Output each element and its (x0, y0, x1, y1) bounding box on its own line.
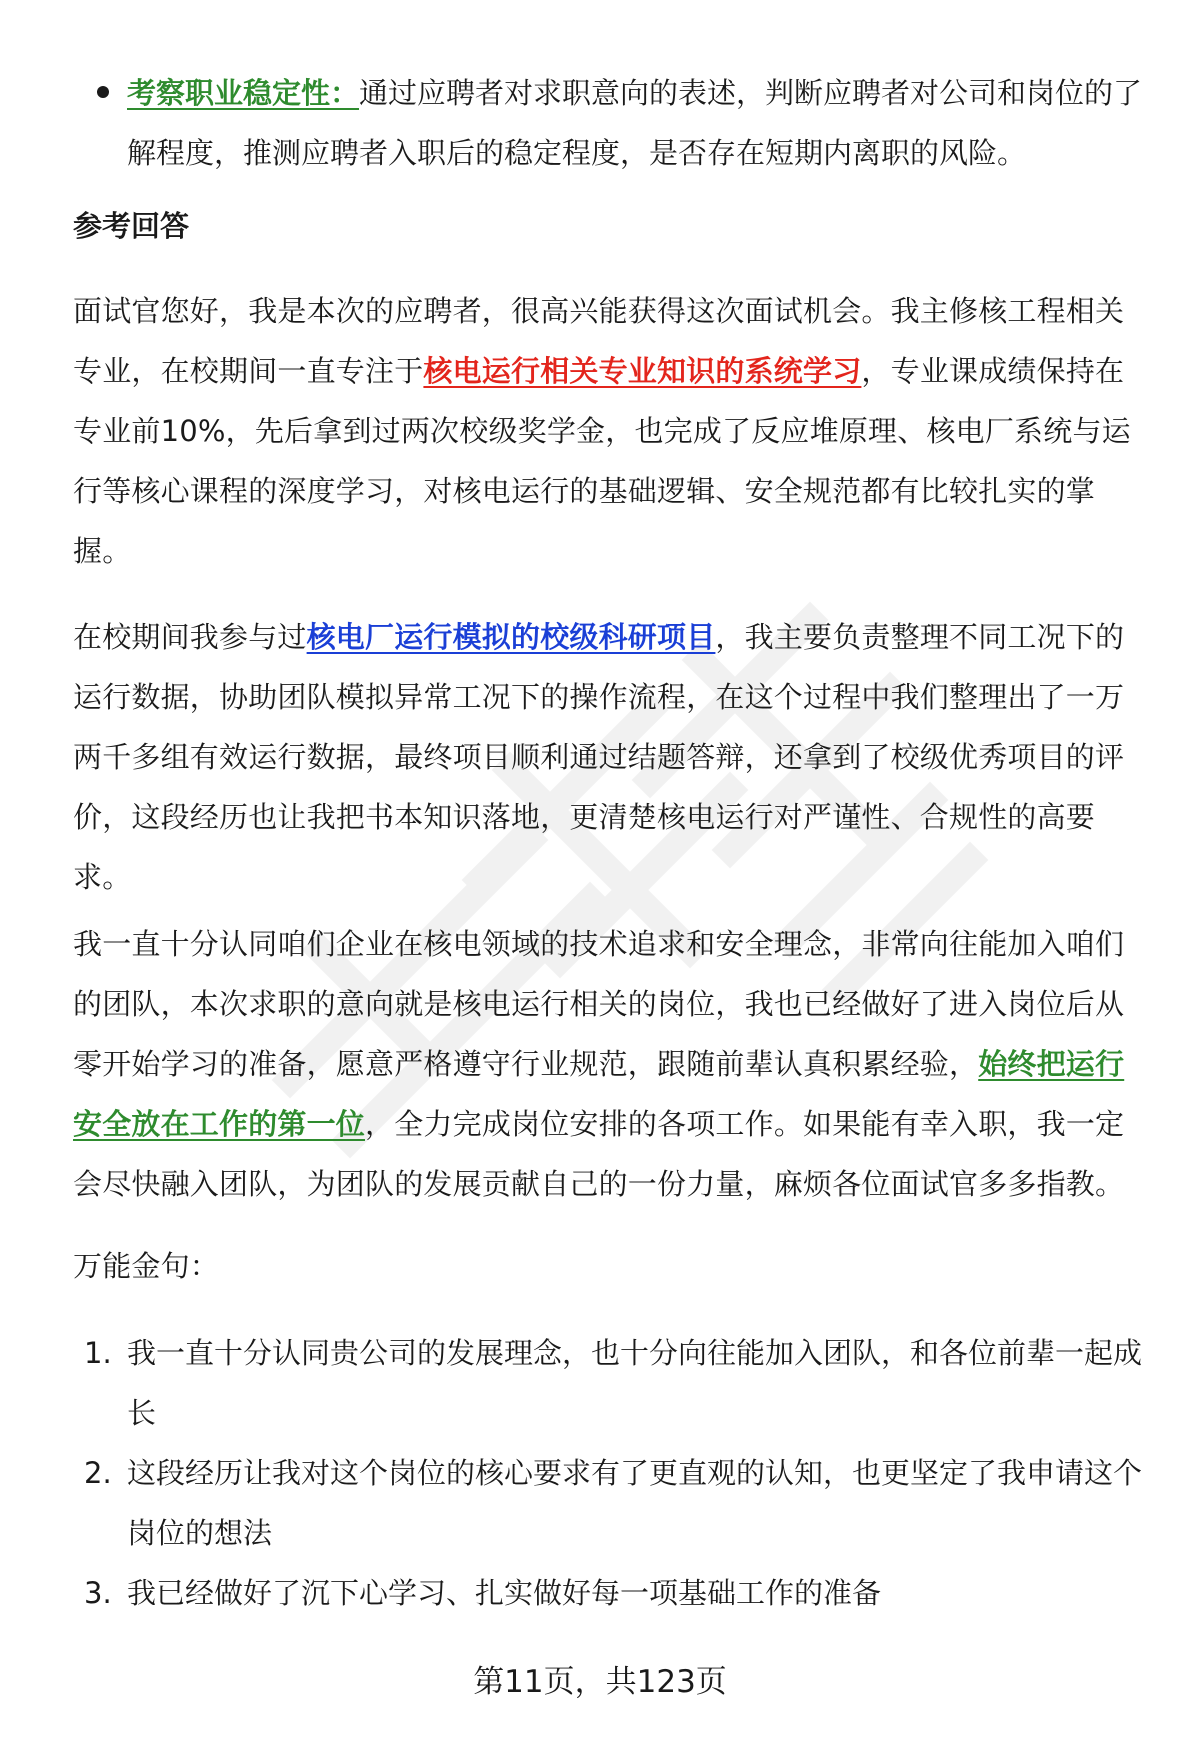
list-number: 1. (84, 1336, 112, 1370)
list-number: 3. (84, 1576, 112, 1610)
list-item: 我已经做好了沉下心学习、扎实做好每一项基础工作的准备 (127, 1576, 882, 1610)
para3-text-before: 我一直十分认同咱们企业在核电领域的技术追求和安全理念，非常向往能加入咱们的团队，本次求职的意向就是核电运行相关的岗位，我也已经做好了进入岗位后从零开始学习的准备，愿意严格遵守行业规范，跟随前辈认真积累经验， (73, 927, 1125, 1081)
list-number: 2. (84, 1456, 112, 1490)
para3-text-after: ，全力完成岗位安排的各项工作。如果能有幸入职，我一定会尽快融入团队，为团队的发展贡献自己的一份力量，麻烦各位面试官多多指教。 (73, 1107, 1125, 1201)
answer-paragraph-3 (73, 914, 1151, 1214)
bullet-text: 通过应聘者对求职意向的表述，判断应聘者对公司和岗位的了解程度，推测应聘者入职后的稳定程度，是否存在短期内离职的风险。 (127, 76, 1143, 170)
para2-highlight: 核电厂运行模拟的校级科研项目 (306, 620, 716, 654)
para1-text-before: 面试官您好，我是本次的应聘者，很高兴能获得这次面试机会。我主修核工程相关专业，在校期间一直专注于 (73, 294, 1125, 388)
para3-highlight: 始终把运行安全放在工作的第一位 (73, 1047, 1125, 1141)
bullet-label: 考察职业稳定性： (127, 76, 360, 110)
para1-highlight: 核电运行相关专业知识的系统学习 (423, 354, 862, 388)
para2-text-before: 在校期间我参与过 (73, 620, 307, 654)
list-item: 我一直十分认同贵公司的发展理念，也十分向往能加入团队，和各位前辈一起成长 (127, 1336, 1143, 1430)
list-item: 这段经历让我对这个岗位的核心要求有了更直观的认知，也更坚定了我申请这个岗位的想法 (127, 1456, 1143, 1550)
bullet-dot (97, 86, 109, 98)
answer-paragraph-1 (73, 281, 1151, 581)
section-heading: 参考回答 (73, 209, 190, 243)
bullet-item-stability (127, 63, 1151, 183)
page-footer: 第11页，共123页 (473, 1664, 727, 1700)
para2-text-after: ，我主要负责整理不同工况下的运行数据，协助团队模拟异常工况下的操作流程，在这个过程中我们整理出了一万两千多组有效运行数据，最终项目顺利通过结题答辩，还拿到了校级优秀项目的评价，这段经历也让我把书本知识落地，更清楚核电运行对严谨性、合规性的高要求。 (73, 620, 1125, 894)
para1-text-after: ，专业课成绩保持在专业前10%，先后拿到过两次校级奖学金，也完成了反应堆原理、核电厂系统与运行等核心课程的深度学习，对核电运行的基础逻辑、安全规范都有比较扎实的掌握。 (73, 354, 1131, 568)
golden-sentences-title: 万能金句： (73, 1249, 220, 1283)
answer-paragraph-2 (73, 607, 1151, 907)
